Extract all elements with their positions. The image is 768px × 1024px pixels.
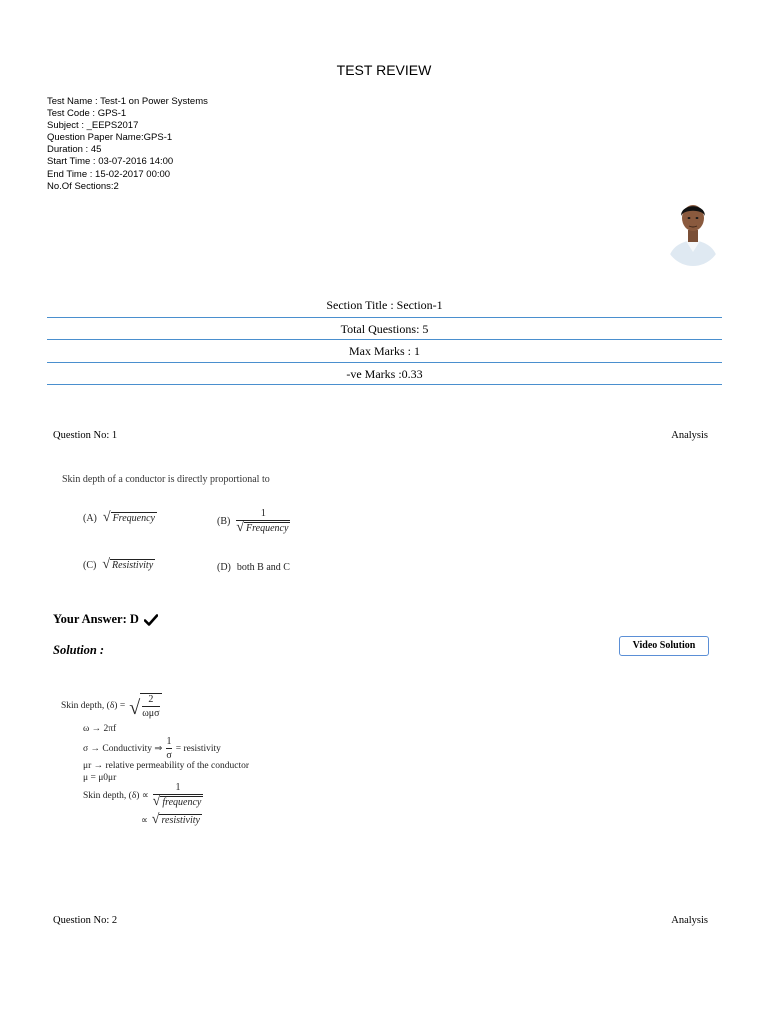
solution-line-3-suffix: = resistivity (175, 743, 221, 754)
question-number: Question No: 1 (53, 430, 118, 441)
solution-line-3-denominator: σ (166, 750, 172, 761)
solution-line-7-prefix: ∝ (141, 815, 148, 826)
solution-line-3 (83, 736, 221, 761)
total-questions: Total Questions: 5 (47, 317, 722, 340)
option-c-value: Resistivity (112, 560, 154, 571)
sqrt-icon: √ (151, 812, 160, 827)
video-solution-button[interactable]: Video Solution (619, 636, 709, 656)
option-a-value: Frequency (112, 513, 155, 524)
candidate-photo (665, 196, 721, 266)
solution-line-7-radical (152, 814, 202, 826)
option-d (217, 562, 290, 573)
option-a (83, 512, 157, 524)
option-b-label: (B) (217, 515, 231, 527)
solution-line-6-value: frequency (162, 797, 202, 808)
section-count: No.Of Sections:2 (47, 180, 119, 192)
solution-line-1-fraction (140, 693, 161, 719)
option-a-label: (A) (83, 512, 97, 524)
question-number: Question No: 2 (53, 915, 118, 926)
analysis-link[interactable]: Analysis (671, 430, 708, 441)
subject: Subject : _EEPS2017 (47, 120, 139, 132)
option-b-denominator (236, 520, 290, 534)
option-b-fraction (236, 508, 290, 534)
section-title: Section Title : Section-1 (326, 298, 443, 312)
your-answer (53, 612, 158, 627)
sqrt-icon: √ (102, 510, 111, 525)
sqrt-icon: √ (102, 557, 111, 572)
question-header (53, 430, 708, 441)
solution-line-1-numerator: 2 (148, 694, 154, 705)
sqrt-icon: √ (236, 520, 245, 535)
question-text: Skin depth of a conductor is directly proportional to (62, 474, 270, 485)
test-info (47, 96, 208, 193)
end-time: End Time : 15-02-2017 00:00 (47, 168, 171, 180)
solution-line-3-fraction (166, 736, 171, 761)
solution-line-7-value: resistivity (161, 815, 200, 826)
checkmark-icon (144, 614, 158, 626)
solution-line-6-prefix: Skin depth, (δ) ∝ (83, 790, 149, 801)
solution-line-5: μ = μ0μr (83, 773, 117, 783)
option-b-value: Frequency (246, 523, 289, 534)
test-name: Test Name : Test-1 on Power Systems (47, 96, 208, 107)
sqrt-icon: √ (129, 697, 141, 719)
solution-line-6-denominator (153, 794, 204, 808)
solution-line-6-fraction (153, 782, 204, 808)
option-a-radical (103, 512, 157, 524)
start-time: Start Time : 03-07-2016 14:00 (47, 156, 174, 168)
test-code: Test Code : GPS-1 (47, 108, 127, 120)
option-c-label: (C) (83, 559, 97, 571)
section-summary (47, 294, 722, 385)
option-c-radical (102, 559, 155, 571)
option-d-label: (D) (217, 562, 231, 573)
option-d-value: both B and C (236, 562, 290, 573)
option-b (217, 508, 290, 534)
solution-line-4: μr → relative permeability of the conductor (83, 761, 250, 771)
sqrt-icon: √ (152, 794, 161, 809)
solution-line-7 (141, 814, 202, 826)
max-marks: Max Marks : 1 (47, 339, 722, 362)
duration: Duration : 45 (47, 144, 102, 156)
page-title: TEST REVIEW (336, 62, 432, 78)
question-header-2 (53, 915, 708, 926)
solution-line-6 (83, 782, 203, 808)
solution-line-1-prefix: Skin depth, (δ) = (61, 701, 126, 711)
solution-label: Solution : (53, 643, 105, 657)
option-c (83, 559, 155, 571)
solution-line-1-radical (129, 693, 161, 719)
solution-line-1 (61, 693, 162, 719)
option-b-numerator: 1 (260, 508, 266, 519)
negative-marks: -ve Marks :0.33 (47, 362, 722, 385)
analysis-link[interactable]: Analysis (671, 915, 708, 926)
your-answer-text: Your Answer: D (53, 612, 139, 626)
question-paper-name: Question Paper Name:GPS-1 (47, 132, 173, 144)
solution-line-1-denominator: ωμσ (142, 708, 160, 719)
solution-line-6-numerator: 1 (175, 782, 181, 793)
solution-line-3-numerator: 1 (166, 736, 172, 747)
solution-line-3-prefix: σ → Conductivity ⇒ (83, 744, 163, 754)
solution-line-2: ω → 2πf (83, 724, 117, 734)
